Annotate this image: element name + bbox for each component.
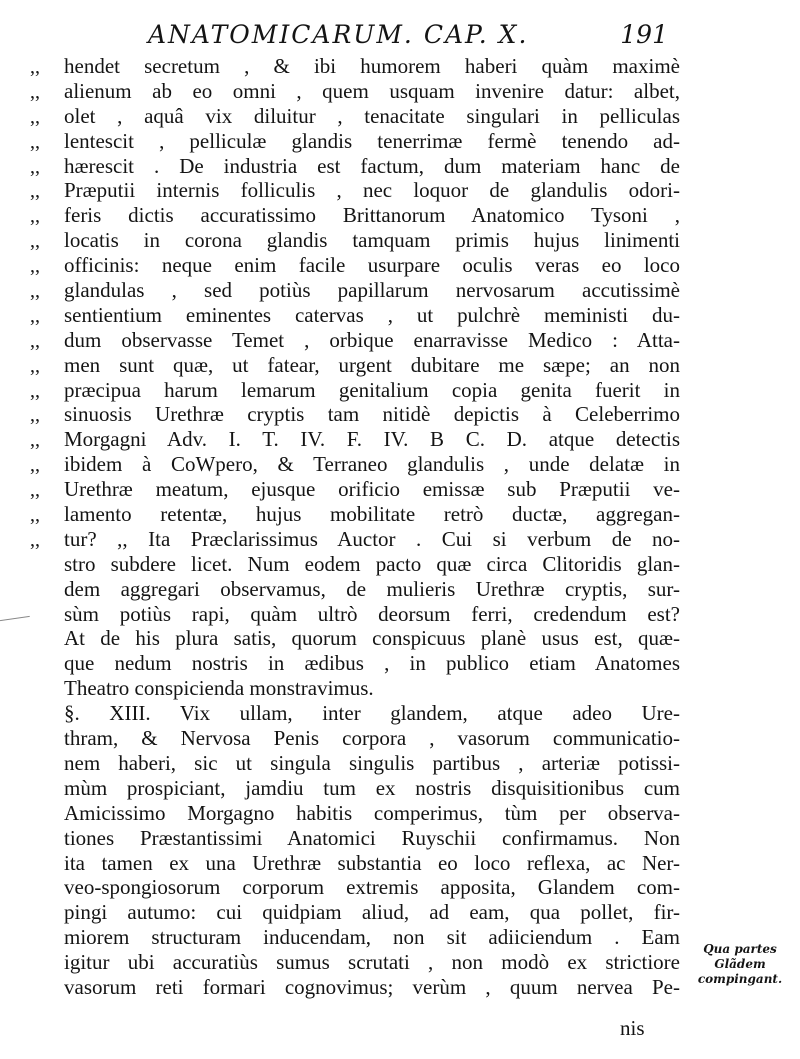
text-line [30,552,680,577]
line-text: thram, & Nervosa Penis corpora , vasorum communicatio- [64,726,680,751]
text-line [30,129,680,154]
text-line [30,452,680,477]
text-line [30,577,680,602]
line-text: mùm prospiciant, jamdiu tum ex nostris disquisitionibus cum [64,775,680,800]
line-text: miorem structuram inducendam, non sit adiiciendum . Eam [64,925,680,950]
margin-note: Qua partes Glãdem compingant. [697,942,783,986]
line-text: nem haberi, sic ut singula singulis partibus , arteriæ potissi- [64,750,680,775]
quote-mark: ,, [30,504,40,527]
text-line [30,228,680,253]
text-line [30,851,680,876]
quote-mark: ,, [30,304,40,327]
text-line [30,900,680,925]
text-line [30,427,680,452]
line-text: dem aggregari observamus, de mulieris Urethræ cryptis, sur- [64,576,680,601]
text-line [30,253,680,278]
text-line [30,178,680,203]
line-text: Amicissimo Morgagno habitis comperimus, tùm per observa- [64,800,680,825]
line-text: men sunt quæ, ut fatear, urgent dubitare me sæpe; an non [64,352,680,377]
text-line [30,801,680,826]
quote-mark: ,, [30,255,40,278]
line-text: vasorum reti formari cognovimus; verùm , quum nervea Pe- [64,974,680,999]
line-text: pingi autumo: cui quidpiam aliud, ad eam, qua pollet, fir- [64,900,680,925]
line-text: Morgagni Adv. I. T. IV. F. IV. B C. D. atque detectis [64,427,680,452]
text-line [30,975,680,1000]
line-text: feris dictis accuratissimo Brittanorum Anatomico Tysoni , [64,203,680,228]
text-line [30,826,680,851]
text-line [30,776,680,801]
text-line [30,477,680,502]
line-text: sinuosis Urethræ cryptis tam nitidè depictis à Celeberrimo [64,402,680,427]
text-line [30,602,680,627]
quote-mark: ,, [30,479,40,502]
text-line [30,701,680,726]
text-line [30,79,680,104]
line-text: stro subdere licet. Num eodem pacto quæ circa Clitoridis glan- [64,551,680,576]
line-text: locatis in corona glandis tamquam primis hujus linimenti [64,228,680,253]
fold-mark [0,616,30,623]
line-text: officinis: neque enim facile usurpare oculis veras eo loco [64,253,680,278]
line-text: sùm potiùs rapi, quàm ultrò deorsum ferri, credendum est? [64,601,680,626]
line-text: lentescit , pelliculæ glandis tenerrimæ fermè tenendo ad- [64,128,680,153]
quote-mark: ,, [30,379,40,402]
text-line [30,925,680,950]
line-text: que nedum nostris in ædibus , in publico etiam Anatomes [64,651,680,676]
text-line [30,527,680,552]
quote-mark: ,, [30,230,40,253]
quote-mark: ,, [30,528,40,551]
line-text: At de his plura satis, quorum conspicuus planè usus est, quæ- [64,626,680,651]
text-line [30,676,680,701]
text-line [30,502,680,527]
quote-mark: ,, [30,329,40,352]
line-text: præcipua harum lemarum genitalium copia genita fuerit in [64,377,680,402]
page-header [148,20,668,54]
running-head: ANATOMICARUM. CAP. X. [148,20,529,49]
quote-mark: ,, [30,404,40,427]
quote-mark: ,, [30,105,40,128]
text-line [30,726,680,751]
line-text: §. XIII. Vix ullam, inter glandem, atque adeo Ure- [64,701,680,726]
text-line [30,751,680,776]
line-text: veo-spongiosorum corporum extremis apposita, Glandem com- [64,875,680,900]
quote-mark: ,, [30,180,40,203]
text-line [30,353,680,378]
line-text: lamento retentæ, hujus mobilitate retrò ductæ, aggregan- [64,502,680,527]
text-line [30,402,680,427]
line-text: ibidem à CoWpero, & Terraneo glandulis , unde delatæ in [64,452,680,477]
text-line [30,54,680,79]
text-line [30,203,680,228]
quote-mark: ,, [30,429,40,452]
text-line [30,378,680,403]
line-text: igitur ubi accuratiùs sumus scrutati , non modò ex strictiore [64,950,680,975]
line-text: hærescit . De industria est factum, dum materiam hanc de [64,153,680,178]
line-text: alienum ab eo omni , quem usquam invenire datur: albet, [64,78,680,103]
quote-mark: ,, [30,354,40,377]
text-line [30,278,680,303]
line-text: ita tamen ex una Urethræ substantia eo loco reflexa, ac Ner- [64,850,680,875]
text-line [30,328,680,353]
quote-mark: ,, [30,454,40,477]
text-line [30,651,680,676]
catchword: nis [620,1016,645,1040]
line-text: Urethræ meatum, ejusque orificio emissæ sub Præputii ve- [64,477,680,502]
line-text: olet , aquâ vix diluitur , tenacitate singulari in pelliculas [64,103,680,128]
text-line [30,626,680,651]
text-line [30,303,680,328]
quote-mark: ,, [30,280,40,303]
line-text: glandulas , sed potiùs papillarum nervosarum accutissimè [64,278,680,303]
quote-mark: ,, [30,205,40,228]
text-line [30,950,680,975]
line-text: hendet secretum , & ibi humorem haberi quàm maximè [64,54,680,78]
text-line [30,154,680,179]
line-text: dum observasse Temet , orbique enarravisse Medico : Atta- [64,327,680,352]
line-text: sentientium eminentes catervas , ut pulchrè meministi du- [64,302,680,327]
line-text: tur? ,, Ita Præclarissimus Auctor . Cui si verbum de no- [64,526,680,551]
body-text [30,54,680,1000]
page-number: 191 [620,20,668,49]
quote-mark: ,, [30,130,40,153]
line-text: tiones Præstantissimi Anatomici Ruyschii confirmamus. Non [64,825,680,850]
text-line [30,104,680,129]
quote-mark: ,, [30,56,40,78]
line-text: Theatro conspicienda monstravimus. [64,676,374,701]
quote-mark: ,, [30,155,40,178]
text-line [30,875,680,900]
line-text: Præputii internis folliculis , nec loquor de glandulis odori- [64,178,680,203]
quote-mark: ,, [30,80,40,103]
